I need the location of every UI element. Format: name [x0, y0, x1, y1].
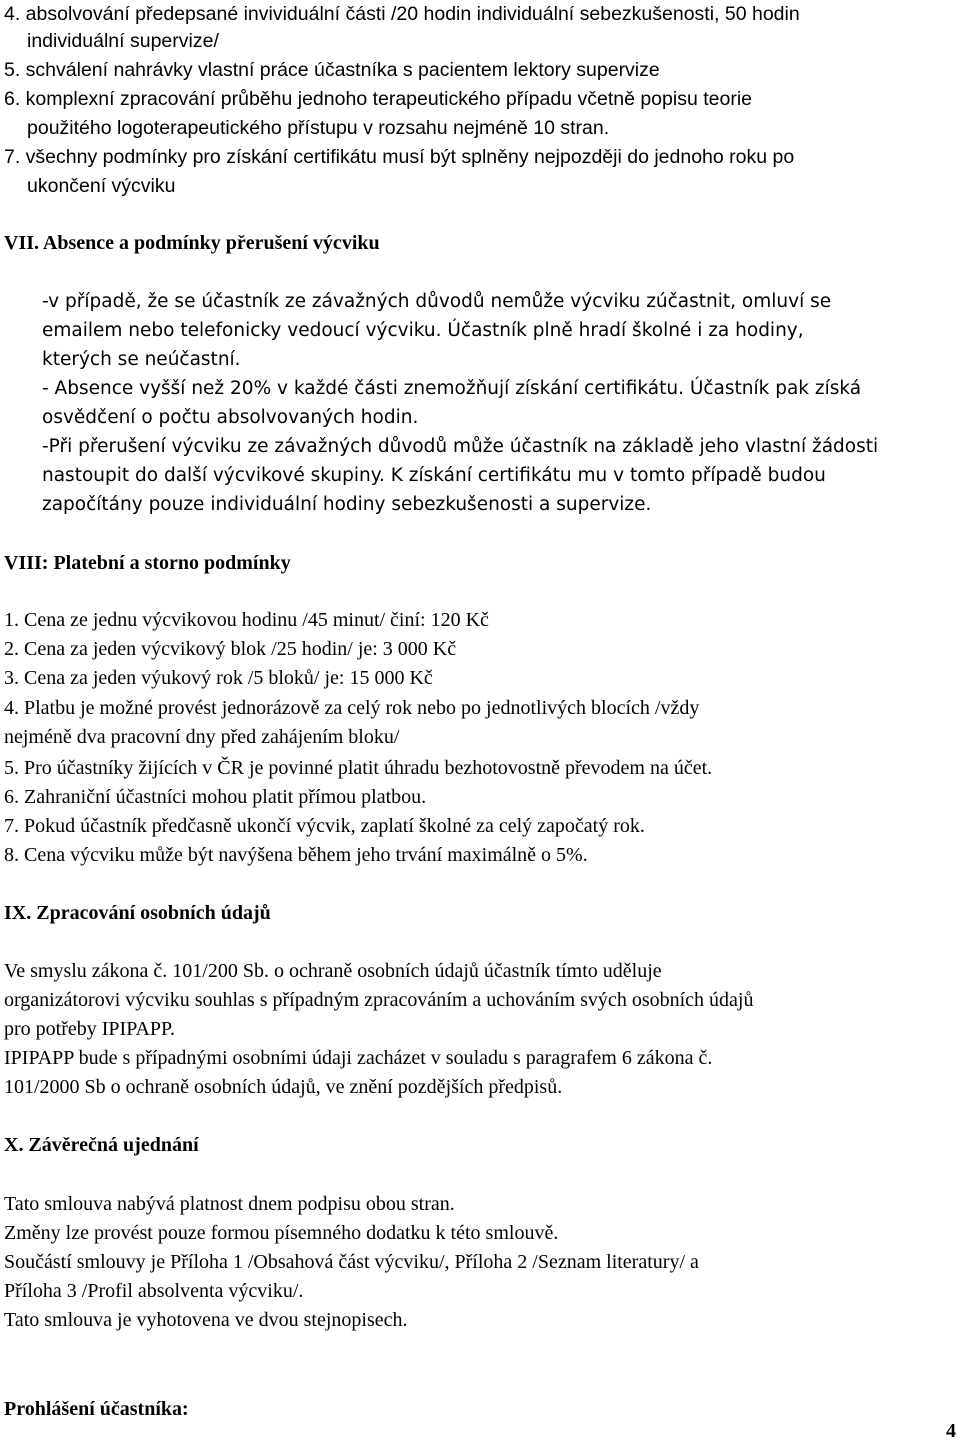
section-vii-heading: VII. Absence a podmínky přerušení výcviku	[4, 232, 380, 254]
section-x-line: Příloha 3 /Profil absolventa výcviku/.	[4, 1280, 304, 1302]
section-x-line: Tato smlouva nabývá platnost dnem podpisu obou stran.	[4, 1193, 455, 1215]
section-x-line: Změny lze provést pouze formou písemného dodatku k této smlouvě.	[4, 1222, 559, 1244]
list-item-4-line-1: 4. absolvování předepsané invividuální části /20 hodin individuální sebezkušenosti, 50 hodin	[4, 3, 800, 25]
section-viii-item: 3. Cena za jeden výukový rok /5 bloků/ je: 15 000 Kč	[4, 667, 433, 689]
section-x-heading: X. Závěrečná ujednání	[4, 1134, 199, 1156]
section-ix-heading: IX. Zpracování osobních údajů	[4, 902, 271, 924]
section-viii-item: 6. Zahraniční účastníci mohou platit přímou platbou.	[4, 786, 427, 808]
section-ix-line: IPIPAPP bude s případnými osobními údaji zacházet v souladu s paragrafem 6 zákona č.	[4, 1047, 713, 1069]
list-item-4-line-2: individuální supervize/	[27, 30, 219, 52]
section-vii-line: osvědčení o počtu absolvovaných hodin.	[42, 407, 419, 428]
section-ix-line: Ve smyslu zákona č. 101/200 Sb. o ochraně osobních údajů účastník tímto uděluje	[4, 960, 662, 982]
list-item-6-line-2: použitého logoterapeutického přístupu v rozsahu nejméně 10 stran.	[27, 117, 610, 139]
section-vii-line: kterých se neúčastní.	[42, 349, 241, 370]
list-item-7-line-2: ukončení výcviku	[27, 175, 176, 197]
section-viii-item: 2. Cena za jeden výcvikový blok /25 hodin/ je: 3 000 Kč	[4, 638, 457, 660]
section-vii-line: započítány pouze individuální hodiny sebezkušenosti a supervize.	[42, 494, 652, 515]
list-item-5-line-1: 5. schválení nahrávky vlastní práce účastníka s pacientem lektory supervize	[4, 59, 660, 81]
section-ix-line: 101/2000 Sb o ochraně osobních údajů, ve znění pozdějších předpisů.	[4, 1076, 563, 1098]
section-vii-line: nastoupit do další výcvikové skupiny. K získání certifikátu mu v tomto případě budou	[42, 465, 826, 486]
section-vii-line: emailem nebo telefonicky vedoucí výcviku. Účastník plně hradí školné i za hodiny,	[42, 320, 804, 341]
section-viii-item: 7. Pokud účastník předčasně ukončí výcvik, zaplatí školné za celý započatý rok.	[4, 815, 645, 837]
section-viii-item: 4. Platbu je možné provést jednorázově za celý rok nebo po jednotlivých blocích /vždy	[4, 697, 700, 719]
section-viii-item: nejméně dva pracovní dny před zahájením bloku/	[4, 726, 400, 748]
section-viii-item: 8. Cena výcviku může být navýšena během jeho trvání maximálně o 5%.	[4, 844, 588, 866]
section-x-line: Součástí smlouvy je Příloha 1 /Obsahová část výcviku/, Příloha 2 /Seznam literatury/ a	[4, 1251, 699, 1273]
section-ix-line: organizátorovi výcviku souhlas s případným zpracováním a uchováním svých osobních údajů	[4, 989, 754, 1011]
section-ix-line: pro potřeby IPIPAPP.	[4, 1018, 175, 1040]
section-vii-line: - Absence vyšší než 20% v každé části znemožňují získání certifikátu. Účastník pak získá	[42, 378, 862, 399]
list-item-7-line-1: 7. všechny podmínky pro získání certifikátu musí být splněny nejpozději do jednoho roku po	[4, 146, 795, 168]
section-viii-item: 5. Pro účastníky žijících v ČR je povinné platit úhradu bezhotovostně převodem na účet.	[4, 757, 713, 779]
page-number: 4	[946, 1420, 956, 1442]
list-item-6-line-1: 6. komplexní zpracování průběhu jednoho terapeutického případu včetně popisu teorie	[4, 88, 752, 110]
section-viii-heading: VIII: Platební a storno podmínky	[4, 552, 291, 574]
section-viii-item: 1. Cena ze jednu výcvikovou hodinu /45 minut/ činí: 120 Kč	[4, 609, 489, 631]
section-vii-line: -v případě, že se účastník ze závažných důvodů nemůže výcviku zúčastnit, omluví se	[42, 291, 832, 312]
section-vii-line: -Při přerušení výcviku ze závažných důvodů může účastník na základě jeho vlastní žádosti	[42, 436, 879, 457]
declaration-heading: Prohlášení účastníka:	[4, 1398, 189, 1420]
section-x-line: Tato smlouva je vyhotovena ve dvou stejnopisech.	[4, 1309, 408, 1331]
